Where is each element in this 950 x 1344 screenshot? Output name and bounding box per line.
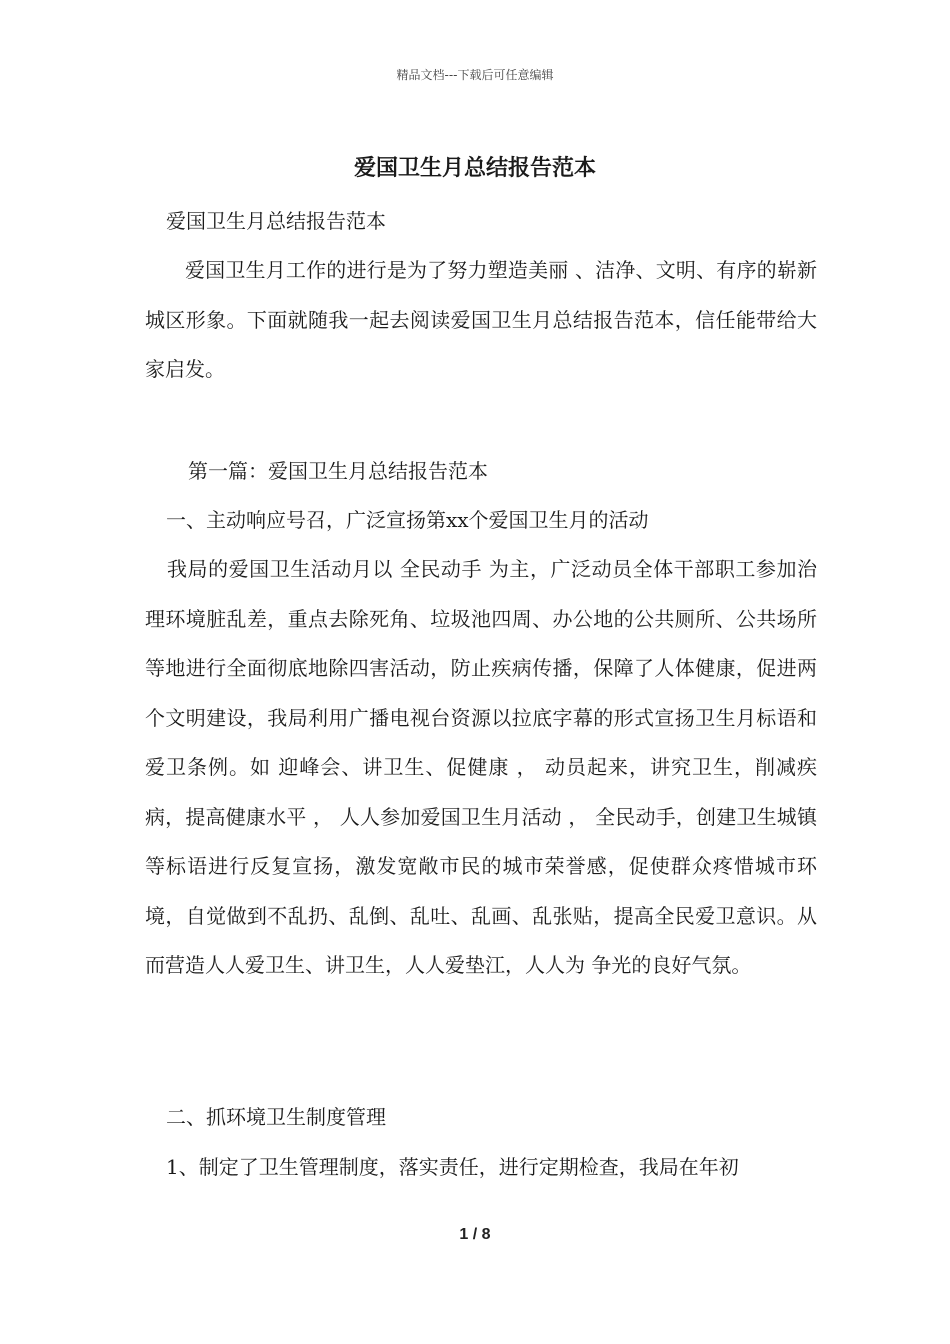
document-title: 爱国卫生月总结报告范本: [353, 155, 596, 181]
section2-heading: 二、抓环境卫生制度管理: [166, 1105, 386, 1129]
document-subtitle: 爱国卫生月总结报告范本: [166, 209, 386, 233]
section2-item-1: 1、制定了卫生管理制度，落实责任，进行定期检查，我局在年初: [166, 1155, 739, 1179]
header-note: 精品文档---下载后可任意编辑: [396, 68, 554, 82]
page-number: 1 / 8: [459, 1226, 491, 1243]
chapter-heading: 第一篇：爱国卫生月总结报告范本: [188, 459, 488, 483]
intro-paragraph: 爱国卫生月工作的进行是为了努力塑造美丽 、洁净、文明、有序的崭新城区形象。下面就随我一起去阅读爱国卫生月总结报告范本，信任能带给大家启发。: [145, 258, 817, 381]
section1-paragraph: 我局的爱国卫生活动月以 全民动手 为主，广泛动员全体干部职工参加治理环境脏乱差，重点去除死角、垃圾池四周、办公地的公共厕所、公共场所等地进行全面彻底地除四害活动，防止疾病传播，保障了人体健康，促进两个文明建设，我局利用广播电视台资源以拉底字幕的形式宣扬卫生月标语和爱卫条例。如 迎峰会、讲卫生、促健康 ， 动员起来，讲究卫生，削减疾病，提高健康水平 ， 人人参加爱国卫生月活动 ， 全民动手，创建卫生城镇 等标语进行反复宣扬，激发宽敞市民的城市荣誉感，促使群众疼惜城市环境，自觉做到不乱扔、乱倒、乱吐、乱画、乱张贴，提高全民爱卫意识。从而营造人人爱卫生、讲卫生，人人爱垫江，人人为 争光的良好气氛。: [145, 557, 817, 977]
section1-heading: 一、主动响应号召，广泛宣扬第xx个爱国卫生月的活动: [166, 508, 649, 532]
